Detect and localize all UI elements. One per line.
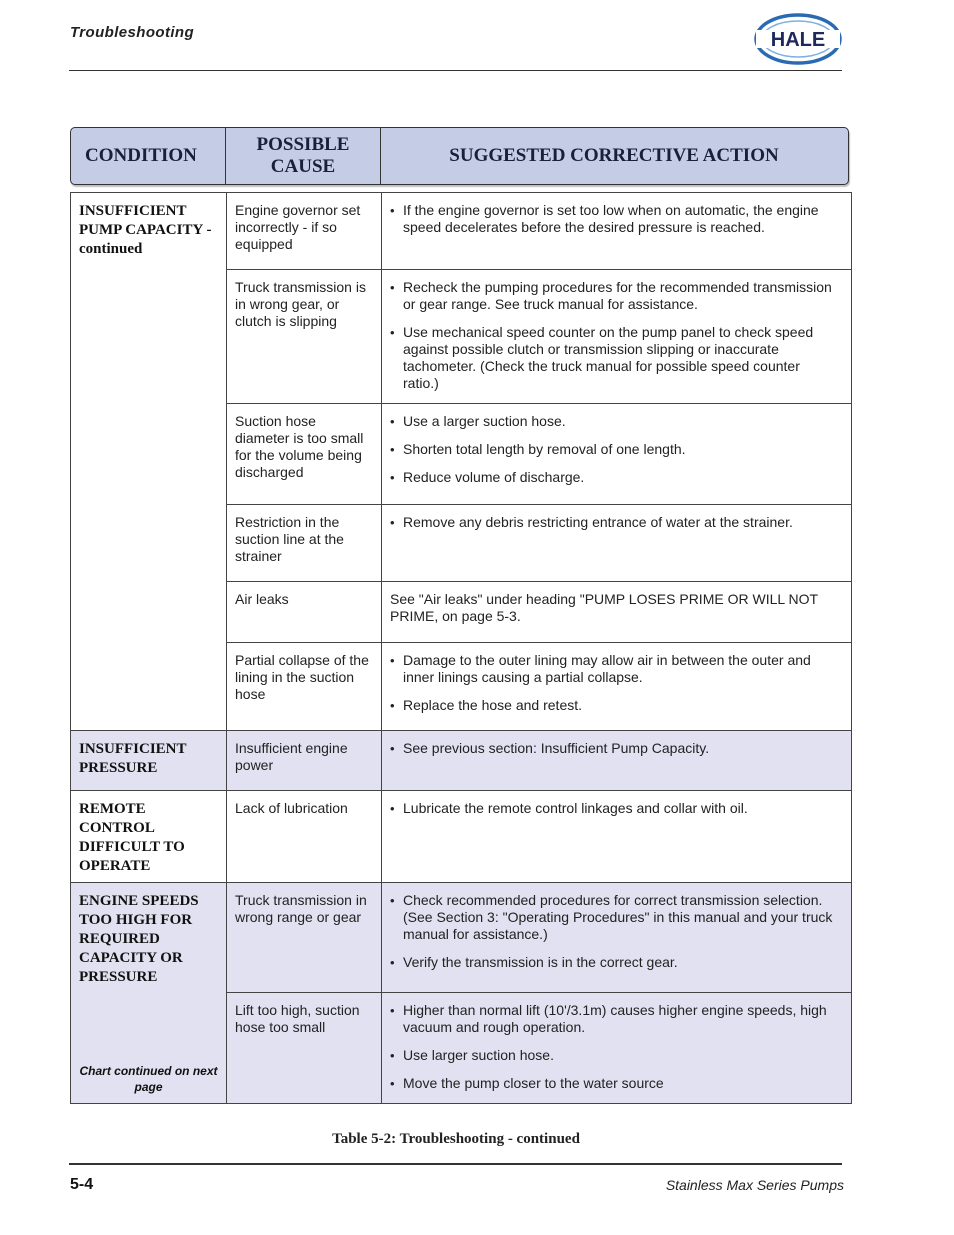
cause-cell: Truck transmission in wrong range or gear xyxy=(227,883,382,993)
table-caption: Table 5-2: Troubleshooting - continued xyxy=(332,1131,580,1147)
action-item: • Remove any debris restricting entrance of water at the strainer. xyxy=(390,514,839,531)
action-item: • See previous section: Insufficient Pump Capacity. xyxy=(390,740,839,757)
table-row xyxy=(71,883,852,993)
cause-cell: Partial collapse of the lining in the suction hose xyxy=(227,643,382,731)
cause-cell: Engine governor set incorrectly - if so equipped xyxy=(227,193,382,270)
logo-text: HALE xyxy=(770,29,826,51)
cause-cell: Lack of lubrication xyxy=(227,791,382,883)
cause-cell: Insufficient engine power xyxy=(227,731,382,791)
cause-cell: Restriction in the suction line at the strainer xyxy=(227,505,382,582)
action-cell xyxy=(382,193,852,270)
action-item: • Recheck the pumping procedures for the recommended transmission or gear range. See truck manual for assistance. xyxy=(390,279,839,313)
condition-cell: INSUFFICIENT PRESSURE xyxy=(71,731,227,791)
condition-cell: REMOTE CONTROL DIFFICULT TO OPERATE xyxy=(71,791,227,883)
section-title: Troubleshooting xyxy=(70,24,195,41)
cause-cell: Air leaks xyxy=(227,582,382,643)
product-name: Stainless Max Series Pumps xyxy=(665,1177,844,1193)
action-item: • Lubricate the remote control linkages and collar with oil. xyxy=(390,800,839,817)
action-text: See "Air leaks" under heading "PUMP LOSES PRIME OR WILL NOT PRIME, on page 5-3. xyxy=(390,591,818,624)
table-header xyxy=(70,127,849,185)
col-header-cause-text: POSSIBLE CAUSE xyxy=(256,134,350,177)
condition-text: ENGINE SPEEDS TOO HIGH FOR REQUIRED CAPACITY OR PRESSURE xyxy=(79,893,199,985)
col-header-cause xyxy=(226,128,381,184)
action-cell xyxy=(382,883,852,993)
condition-cell xyxy=(71,883,227,1104)
continued-note: Chart continued on next page xyxy=(79,1064,218,1094)
action-cell xyxy=(382,505,852,582)
table-row xyxy=(71,193,852,270)
hale-logo xyxy=(752,10,844,68)
footer-rule xyxy=(69,1163,842,1165)
action-item: • Move the pump closer to the water source xyxy=(390,1075,839,1092)
action-item: • If the engine governor is set too low when on automatic, the engine speed decelerates before the desired pressure is reached. xyxy=(390,202,839,236)
action-item: • Higher than normal lift (10'/3.1m) causes higher engine speeds, high vacuum and rough operation. xyxy=(390,1002,839,1036)
table-row xyxy=(71,791,852,883)
action-cell xyxy=(382,270,852,404)
action-item: • Damage to the outer lining may allow air in between the outer and inner linings causing a partial collapse. xyxy=(390,652,839,686)
action-item: • Shorten total length by removal of one length. xyxy=(390,441,839,458)
action-cell xyxy=(382,993,852,1104)
col-header-condition: CONDITION xyxy=(71,128,226,184)
cause-cell: Lift too high, suction hose too small xyxy=(227,993,382,1104)
action-item: • Use mechanical speed counter on the pump panel to check speed against possible clutch or transmission slipping or inaccurate tachometer. (Check the truck manual for possible speed counter ratio.) xyxy=(390,324,839,392)
table-row xyxy=(71,731,852,791)
action-cell xyxy=(382,791,852,883)
action-cell xyxy=(382,731,852,791)
action-item: • Use a larger suction hose. xyxy=(390,413,839,430)
cause-cell: Suction hose diameter is too small for the volume being discharged xyxy=(227,404,382,505)
condition-cell: INSUFFICIENT PUMP CAPACITY - continued xyxy=(71,193,227,731)
header-rule xyxy=(69,70,842,71)
action-cell xyxy=(382,582,852,643)
action-item: • Replace the hose and retest. xyxy=(390,697,839,714)
page-number: 5-4 xyxy=(70,1176,94,1193)
troubleshooting-table xyxy=(70,192,852,1104)
action-cell xyxy=(382,404,852,505)
cause-cell: Truck transmission is in wrong gear, or clutch is slipping xyxy=(227,270,382,404)
action-cell xyxy=(382,643,852,731)
action-item: • Reduce volume of discharge. xyxy=(390,469,839,486)
action-item: • Check recommended procedures for correct transmission selection. (See Section 3: "Operating Procedures" in this manual and your truck manual for assistance.) xyxy=(390,892,839,943)
action-item: • Use larger suction hose. xyxy=(390,1047,839,1064)
action-item: • Verify the transmission is in the correct gear. xyxy=(390,954,839,971)
col-header-action: SUGGESTED CORRECTIVE ACTION xyxy=(449,145,779,166)
